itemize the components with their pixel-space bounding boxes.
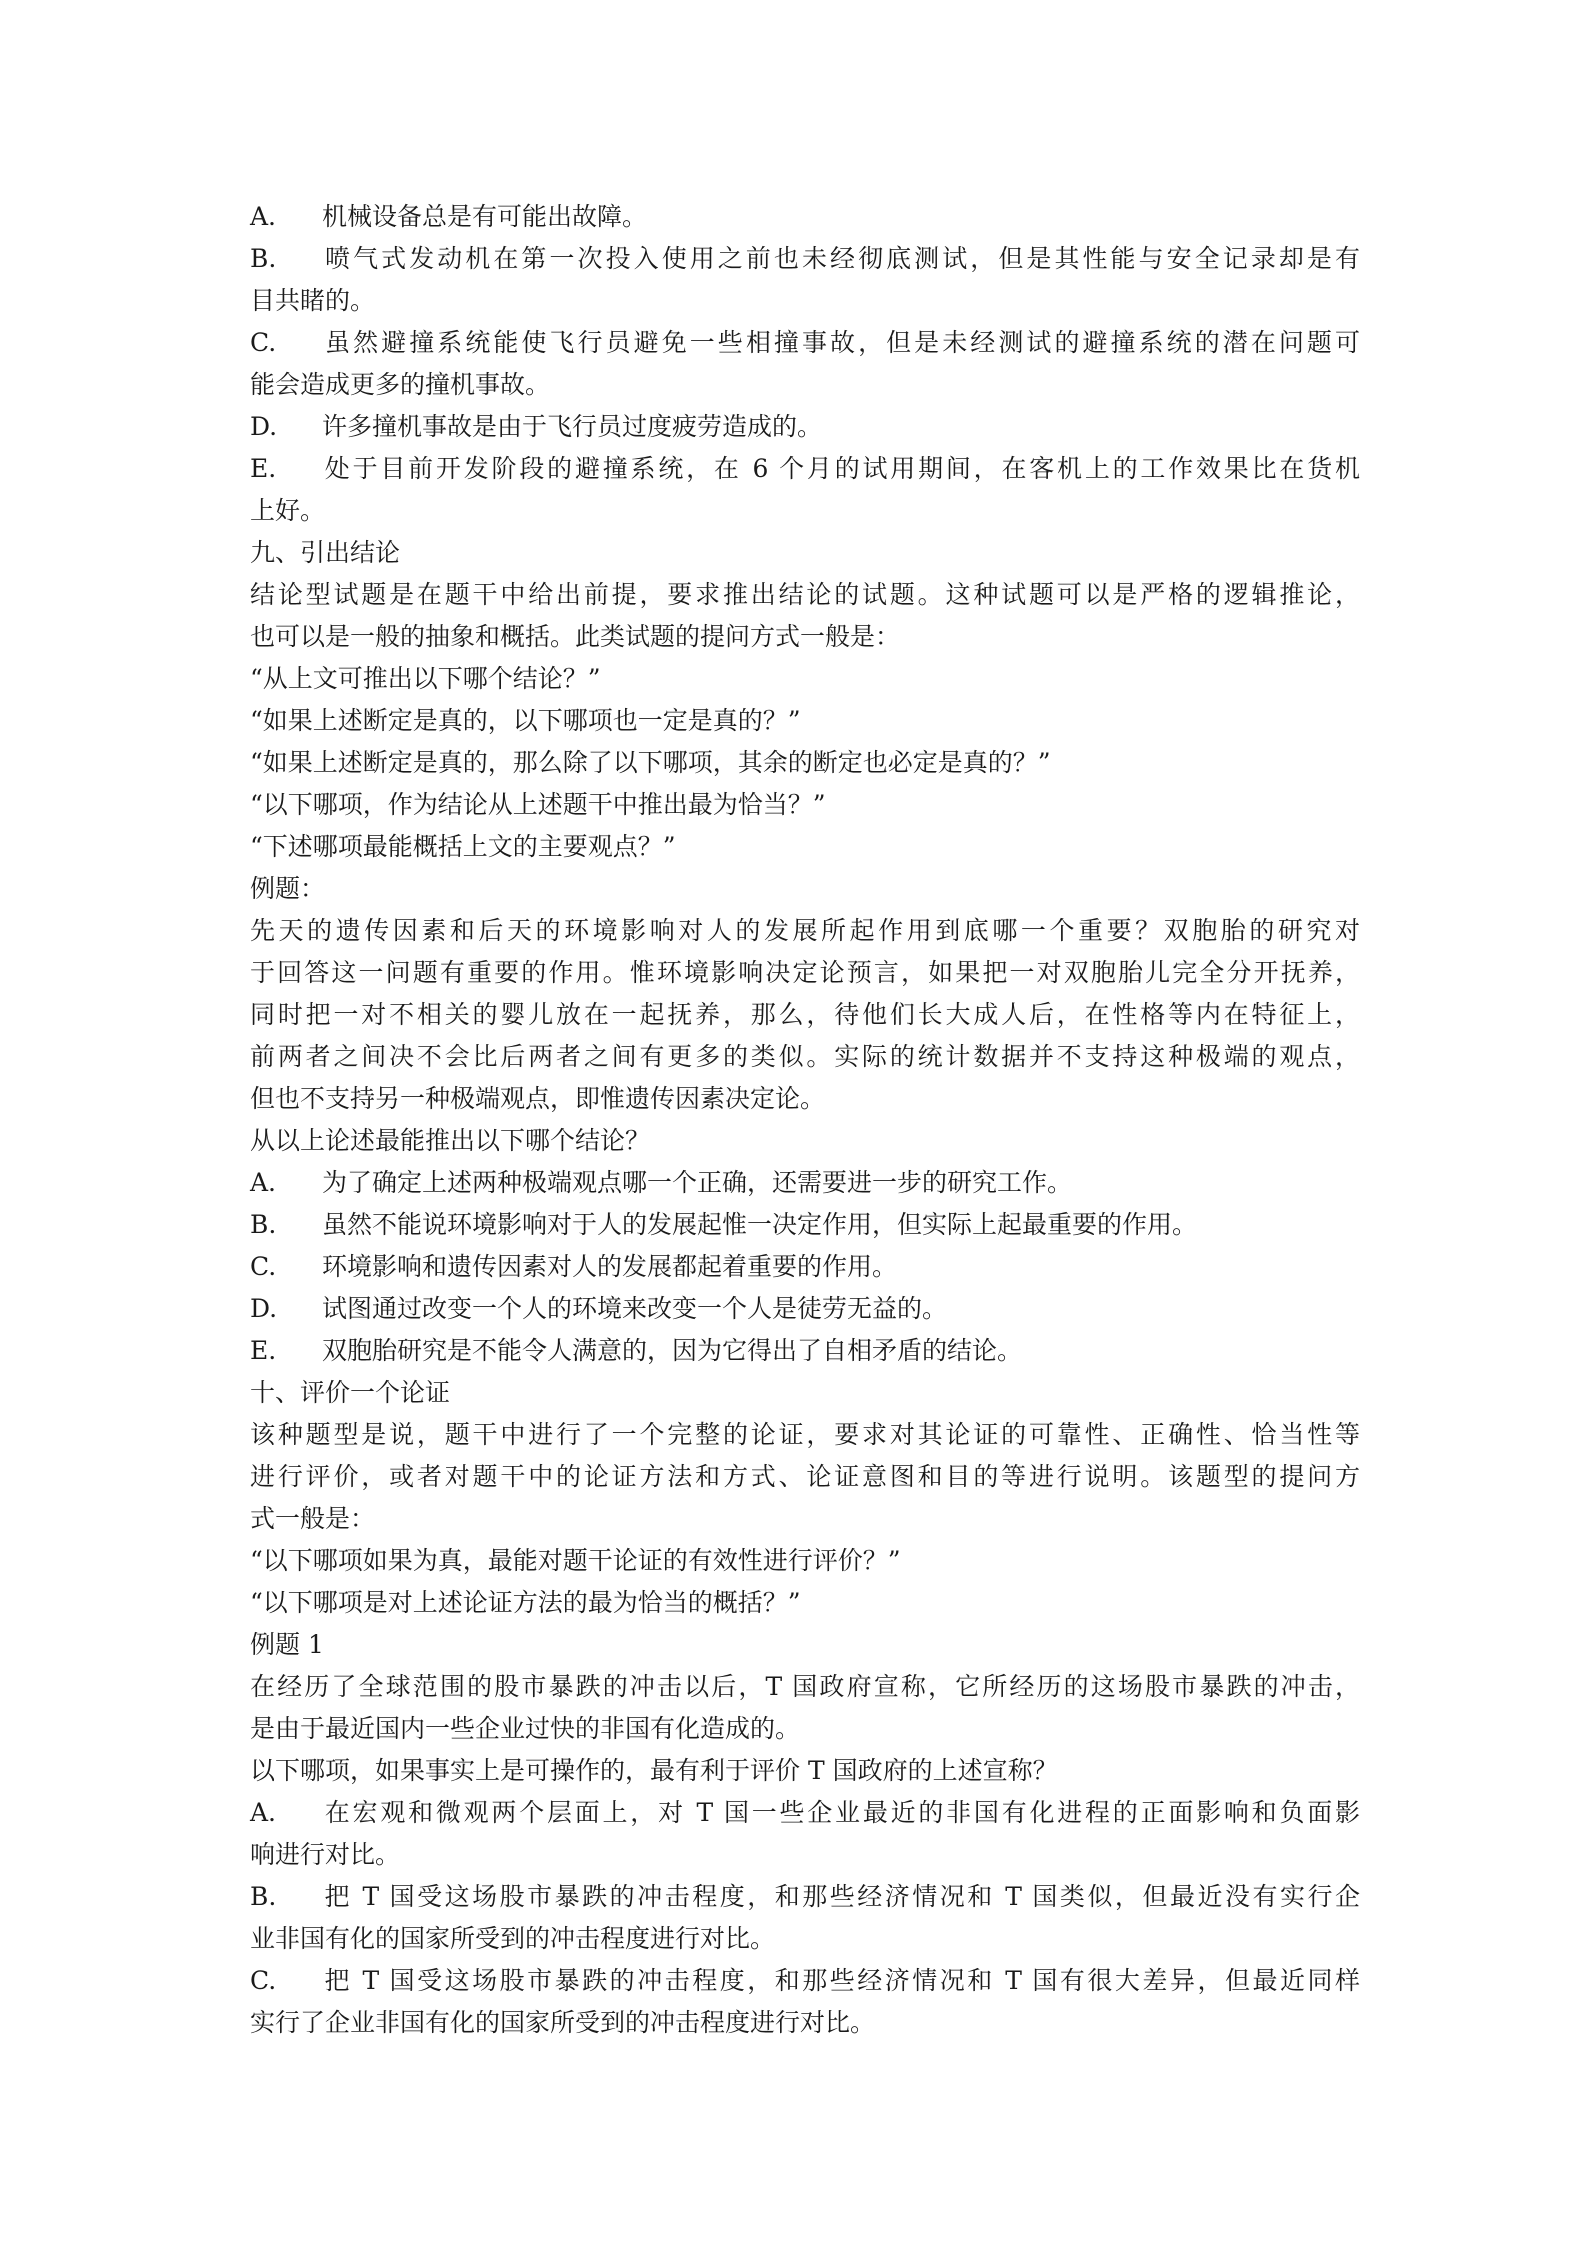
paragraph <box>250 700 1360 742</box>
option-label: A. <box>250 1168 277 1197</box>
text-line: 先天的遗传因素和后天的环境影响对人的发展所起作用到底哪一个重要？双胞胎的研究对 <box>250 916 1360 945</box>
answer-option <box>250 1330 1360 1372</box>
text-line: 前两者之间决不会比后两者之间有更多的类似。实际的统计数据并不支持这种极端的观点， <box>250 1042 1360 1071</box>
text-line: “以下哪项，作为结论从上述题干中推出最为恰当？” <box>250 790 826 819</box>
option-first-line <box>250 1288 1360 1330</box>
text-line: 十、评价一个论证 <box>250 1378 451 1407</box>
text-line: 从以上论述最能推出以下哪个结论？ <box>250 1126 651 1155</box>
answer-option <box>250 1960 1360 2044</box>
option-text: 环境影响和遗传因素对人的发展都起着重要的作用。 <box>322 1252 898 1281</box>
text-line: 该种题型是说，题干中进行了一个完整的论证，要求对其论证的可靠性、正确性、恰当性等 <box>250 1420 1360 1449</box>
answer-option <box>250 448 1360 532</box>
option-label: A. <box>250 202 277 231</box>
answer-option <box>250 1792 1360 1876</box>
option-label: C. <box>250 1252 277 1281</box>
text-line: “如果上述断定是真的，以下哪项也一定是真的？” <box>250 706 801 735</box>
option-label: B. <box>250 1210 277 1239</box>
paragraph <box>250 868 1360 910</box>
option-text: 为了确定上述两种极端观点哪一个正确，还需要进一步的研究工作。 <box>322 1168 1073 1197</box>
answer-option <box>250 322 1360 406</box>
option-first-line <box>250 406 1360 448</box>
option-first-line <box>250 1330 1360 1372</box>
text-line: 实行了企业非国有化的国家所受到的冲击程度进行对比。 <box>250 2008 876 2037</box>
text-line: 目共睹的。 <box>250 286 376 315</box>
option-first-line <box>250 1960 1360 2002</box>
paragraph <box>250 1540 1360 1582</box>
text-line: 结论型试题是在题干中给出前提，要求推出结论的试题。这种试题可以是严格的逻辑推论， <box>250 580 1360 609</box>
option-first-line <box>250 1204 1360 1246</box>
text-line: 但也不支持另一种极端观点，即惟遗传因素决定论。 <box>250 1084 826 1113</box>
answer-option <box>250 1876 1360 1960</box>
text-line: 以下哪项，如果事实上是可操作的，最有利于评价 T 国政府的上述宣称？ <box>250 1756 1058 1785</box>
option-text: 喷气式发动机在第一次投入使用之前也未经彻底测试，但是其性能与安全记录却是有 <box>322 244 1360 273</box>
option-first-line <box>250 322 1360 364</box>
option-label: D. <box>250 412 278 441</box>
option-label: D. <box>250 1294 278 1323</box>
answer-option <box>250 406 1360 448</box>
text-line: 进行评价，或者对题干中的论证方法和方式、论证意图和目的等进行说明。该题型的提问方 <box>250 1462 1360 1491</box>
text-line: 同时把一对不相关的婴儿放在一起抚养，那么，待他们长大成人后，在性格等内在特征上， <box>250 1000 1360 1029</box>
option-text: 把 T 国受这场股市暴跌的冲击程度，和那些经济情况和 T 国有很大差异，但最近同样 <box>322 1966 1360 1995</box>
paragraph <box>250 784 1360 826</box>
text-line: “以下哪项是对上述论证方法的最为恰当的概括？” <box>250 1588 801 1617</box>
option-first-line <box>250 238 1360 280</box>
text-line: 业非国有化的国家所受到的冲击程度进行对比。 <box>250 1924 776 1953</box>
option-text: 试图通过改变一个人的环境来改变一个人是徒劳无益的。 <box>322 1294 948 1323</box>
paragraph <box>250 1666 1360 1750</box>
option-label: E. <box>250 1336 277 1365</box>
paragraph <box>250 574 1360 658</box>
option-first-line <box>250 196 1360 238</box>
paragraph <box>250 658 1360 700</box>
paragraph <box>250 1582 1360 1624</box>
paragraph <box>250 1120 1360 1162</box>
text-line: 例题： <box>250 874 326 903</box>
option-text: 把 T 国受这场股市暴跌的冲击程度，和那些经济情况和 T 国类似，但最近没有实行企 <box>322 1882 1360 1911</box>
paragraph <box>250 826 1360 868</box>
paragraph <box>250 1750 1360 1792</box>
text-line: “从上文可推出以下哪个结论？” <box>250 664 601 693</box>
option-text: 虽然不能说环境影响对于人的发展起惟一决定作用，但实际上起最重要的作用。 <box>322 1210 1198 1239</box>
text-line: “下述哪项最能概括上文的主要观点？” <box>250 832 676 861</box>
text-line: 能会造成更多的撞机事故。 <box>250 370 551 399</box>
option-text: 处于目前开发阶段的避撞系统，在 6 个月的试用期间，在客机上的工作效果比在货机 <box>322 454 1360 483</box>
answer-option <box>250 196 1360 238</box>
text-line: “如果上述断定是真的，那么除了以下哪项，其余的断定也必定是真的？” <box>250 748 1051 777</box>
option-label: B. <box>250 1882 277 1911</box>
option-text: 虽然避撞系统能使飞行员避免一些相撞事故，但是未经测试的避撞系统的潜在问题可 <box>322 328 1360 357</box>
text-line: “以下哪项如果为真，最能对题干论证的有效性进行评价？” <box>250 1546 901 1575</box>
answer-option <box>250 1288 1360 1330</box>
text-line: 于回答这一问题有重要的作用。惟环境影响决定论预言，如果把一对双胞胎儿完全分开抚养， <box>250 958 1360 987</box>
text-line: 在经历了全球范围的股市暴跌的冲击以后，T 国政府宣称，它所经历的这场股市暴跌的冲击， <box>250 1672 1360 1701</box>
option-first-line <box>250 1876 1360 1918</box>
answer-option <box>250 1204 1360 1246</box>
paragraph <box>250 532 1360 574</box>
answer-option <box>250 1246 1360 1288</box>
option-text: 在宏观和微观两个层面上，对 T 国一些企业最近的非国有化进程的正面影响和负面影 <box>322 1798 1360 1827</box>
option-label: C. <box>250 328 277 357</box>
text-line: 例题 1 <box>250 1630 324 1659</box>
paragraph <box>250 1624 1360 1666</box>
text-line: 九、引出结论 <box>250 538 401 567</box>
paragraph <box>250 1414 1360 1540</box>
option-text: 许多撞机事故是由于飞行员过度疲劳造成的。 <box>322 412 823 441</box>
paragraph <box>250 742 1360 784</box>
option-first-line <box>250 1792 1360 1834</box>
option-text: 机械设备总是有可能出故障。 <box>322 202 648 231</box>
option-first-line <box>250 1162 1360 1204</box>
answer-option <box>250 1162 1360 1204</box>
text-line: 上好。 <box>250 496 326 525</box>
text-line: 式一般是： <box>250 1504 376 1533</box>
option-first-line <box>250 1246 1360 1288</box>
option-text: 双胞胎研究是不能令人满意的，因为它得出了自相矛盾的结论。 <box>322 1336 1023 1365</box>
option-label: C. <box>250 1966 277 1995</box>
paragraph <box>250 1372 1360 1414</box>
paragraph <box>250 910 1360 1120</box>
option-label: A. <box>250 1798 277 1827</box>
option-label: B. <box>250 244 277 273</box>
answer-option <box>250 238 1360 322</box>
text-line: 响进行对比。 <box>250 1840 401 1869</box>
option-label: E. <box>250 454 277 483</box>
option-first-line <box>250 448 1360 490</box>
document-body <box>250 196 1360 2044</box>
text-line: 也可以是一般的抽象和概括。此类试题的提问方式一般是： <box>250 622 901 651</box>
text-line: 是由于最近国内一些企业过快的非国有化造成的。 <box>250 1714 801 1743</box>
